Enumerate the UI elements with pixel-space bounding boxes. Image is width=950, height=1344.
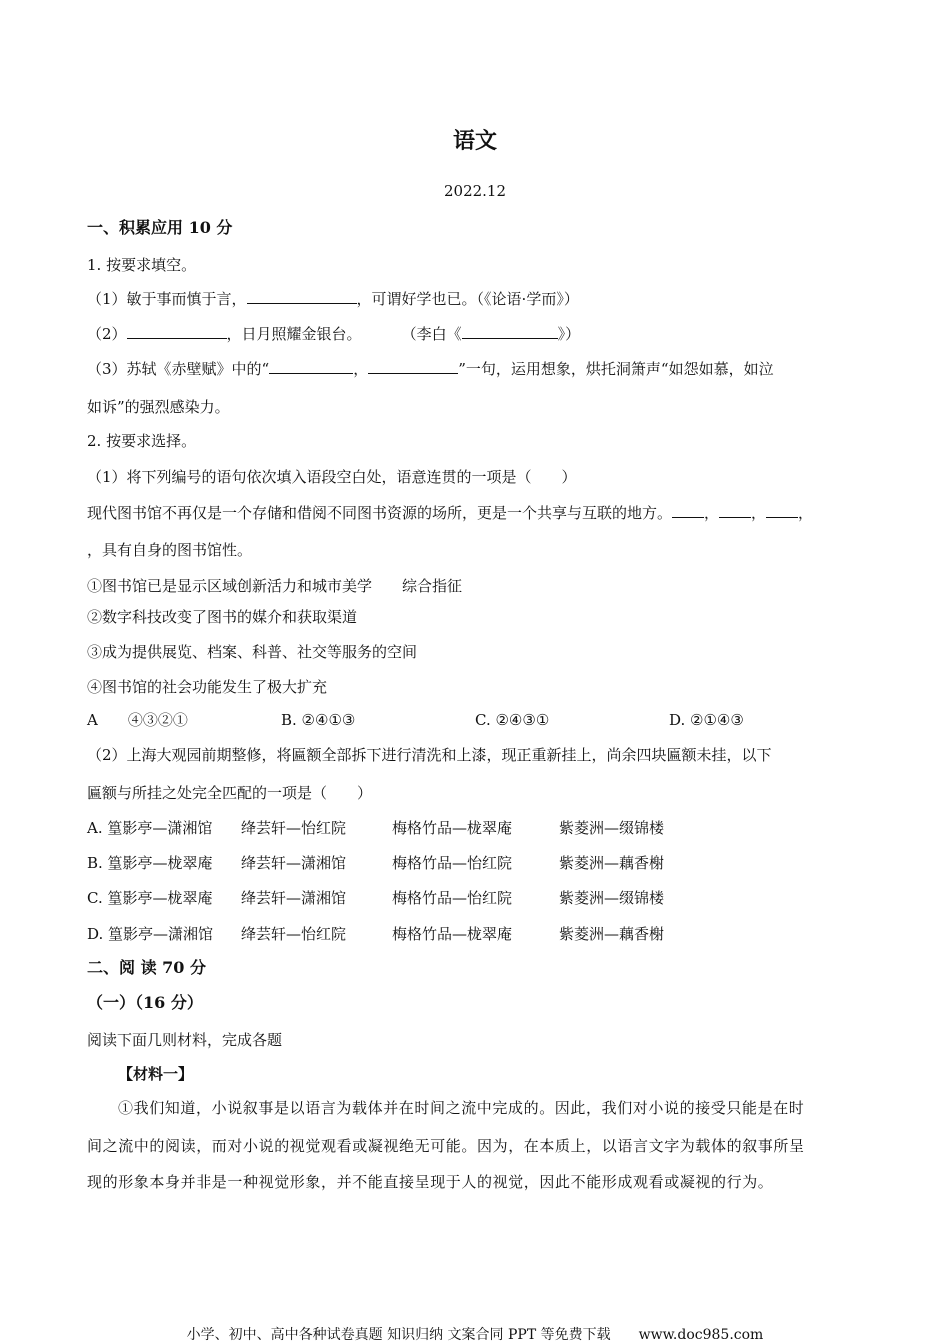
option-cell: C. 篁影亭—栊翠庵 — [87, 889, 213, 907]
q1-sub1-pre: （1）敏于事而慎于言， — [87, 290, 247, 308]
separator: ， — [798, 504, 814, 522]
answer-blank[interactable] — [269, 359, 353, 374]
answer-blank[interactable] — [247, 289, 357, 304]
material-line: 现的形象本身并非是一种视觉形象，并不能直接呈现于人的视觉，因此不能形成观看或凝视的行为。 — [87, 1173, 774, 1191]
answer-blank[interactable] — [719, 503, 751, 518]
q1-sub3 — [87, 359, 774, 379]
q1-sub1 — [87, 289, 579, 309]
list-item: ③成为提供展览、档案、科普、社交等服务的空间 — [87, 643, 418, 661]
exam-date: 2022.12 — [443, 182, 507, 200]
option-b[interactable]: B. ②④①③ — [281, 711, 356, 729]
list-item: ②数字科技改变了图书的媒介和获取渠道 — [87, 608, 358, 626]
section-1-heading: 一、积累应用 10 分 — [87, 218, 233, 237]
option-cell: 梅格竹品—怡红院 — [392, 889, 513, 907]
answer-blank[interactable] — [672, 503, 704, 518]
material-line: ①我们知道，小说叙事是以语言为载体并在时间之流中完成的。因此，我们对小说的接受只能是在时 — [118, 1099, 805, 1117]
q1-stem: 1. 按要求填空。 — [87, 256, 197, 274]
option-cell: A. 篁影亭—潇湘馆 — [87, 819, 213, 837]
separator: ， — [751, 504, 767, 522]
answer-blank[interactable] — [368, 359, 458, 374]
reading-instruction: 阅读下面几则材料，完成各题 — [87, 1031, 283, 1049]
q2-part1-text: 现代图书馆不再仅是一个存储和借阅不同图书资源的场所，更是一个共享与互联的地方。 — [87, 504, 673, 522]
q1-sub3-cont: 如诉”的强烈感染力。 — [87, 398, 230, 416]
option-cell: 梅格竹品—栊翠庵 — [392, 925, 513, 943]
option-cell: 紫菱洲—缀锦楼 — [559, 889, 665, 907]
q2-part1-paragraph — [87, 503, 813, 523]
option-cell: D. 篁影亭—潇湘馆 — [87, 925, 214, 943]
material-label: 【材料一】 — [118, 1065, 194, 1083]
q1-sub2-pre: （2） — [87, 325, 127, 343]
q1-sub2-mid: ，日月照耀金银台。 — [226, 325, 362, 343]
option-cell: B. 篁影亭—栊翠庵 — [87, 854, 213, 872]
q1-sub2-src-pre: （李白《 — [401, 325, 462, 343]
option-cell: 绛芸轩—怡红院 — [241, 819, 347, 837]
option-cell: 绛芸轩—潇湘馆 — [241, 889, 347, 907]
q1-sub3-mid: ， — [353, 360, 369, 378]
page-footer: 小学、初中、高中各种试卷真题 知识归纳 文案合同 PPT 等免费下载 www.doc985.com — [186, 1327, 764, 1343]
option-a[interactable]: A ④③②① — [87, 711, 188, 729]
q1-sub3-pre: （3）苏轼《赤壁赋》中的“ — [87, 360, 270, 378]
option-cell: 紫菱洲—藕香榭 — [559, 854, 665, 872]
answer-blank[interactable] — [127, 324, 227, 339]
option-cell: 紫菱洲—藕香榭 — [559, 925, 665, 943]
answer-blank[interactable] — [462, 324, 558, 339]
q1-sub2 — [87, 324, 580, 344]
option-cell: 紫菱洲—缀锦楼 — [559, 819, 665, 837]
list-item: ①图书馆已是显示区域创新活力和城市美学 综合指征 — [87, 577, 463, 595]
subsection-heading: （一）（16 分） — [87, 993, 203, 1012]
answer-blank[interactable] — [766, 503, 798, 518]
page-title: 语文 — [452, 128, 497, 154]
q2-part1-stem: （1）将下列编号的语句依次填入语段空白处，语意连贯的一项是（ ） — [87, 468, 577, 486]
option-cell: 梅格竹品—怡红院 — [392, 854, 513, 872]
option-cell: 梅格竹品—栊翠庵 — [392, 819, 513, 837]
list-item: ④图书馆的社会功能发生了极大扩充 — [87, 678, 328, 696]
q1-sub2-src-post: 》） — [557, 325, 581, 343]
q2-part1-cont: ，具有自身的图书馆性。 — [87, 541, 253, 559]
option-cell: 绛芸轩—怡红院 — [241, 925, 347, 943]
option-cell: 绛芸轩—潇湘馆 — [241, 854, 347, 872]
q2-part2-stem: （2）上海大观园前期整修，将匾额全部拆下进行清洗和上漆，现正重新挂上，尚余四块匾额未挂，以下 — [87, 746, 772, 764]
q2-stem: 2. 按要求选择。 — [87, 432, 197, 450]
section-2-heading: 二、阅 读 70 分 — [87, 958, 206, 977]
option-c[interactable]: C. ②④③① — [475, 711, 550, 729]
q1-sub1-post: ，可谓好学也已。（《论语·学而》） — [356, 290, 579, 308]
option-d[interactable]: D. ②①④③ — [669, 711, 744, 729]
material-line: 间之流中的阅读，而对小说的视觉观看或凝视绝无可能。因为，在本质上，以语言文字为载体的叙事所呈 — [87, 1137, 805, 1155]
separator: ， — [704, 504, 720, 522]
q1-sub3-post: ”一句，运用想象，烘托洞箫声“如怨如慕，如泣 — [458, 360, 774, 378]
q2-part2-cont: 匾额与所挂之处完全匹配的一项是（ ） — [87, 784, 373, 802]
